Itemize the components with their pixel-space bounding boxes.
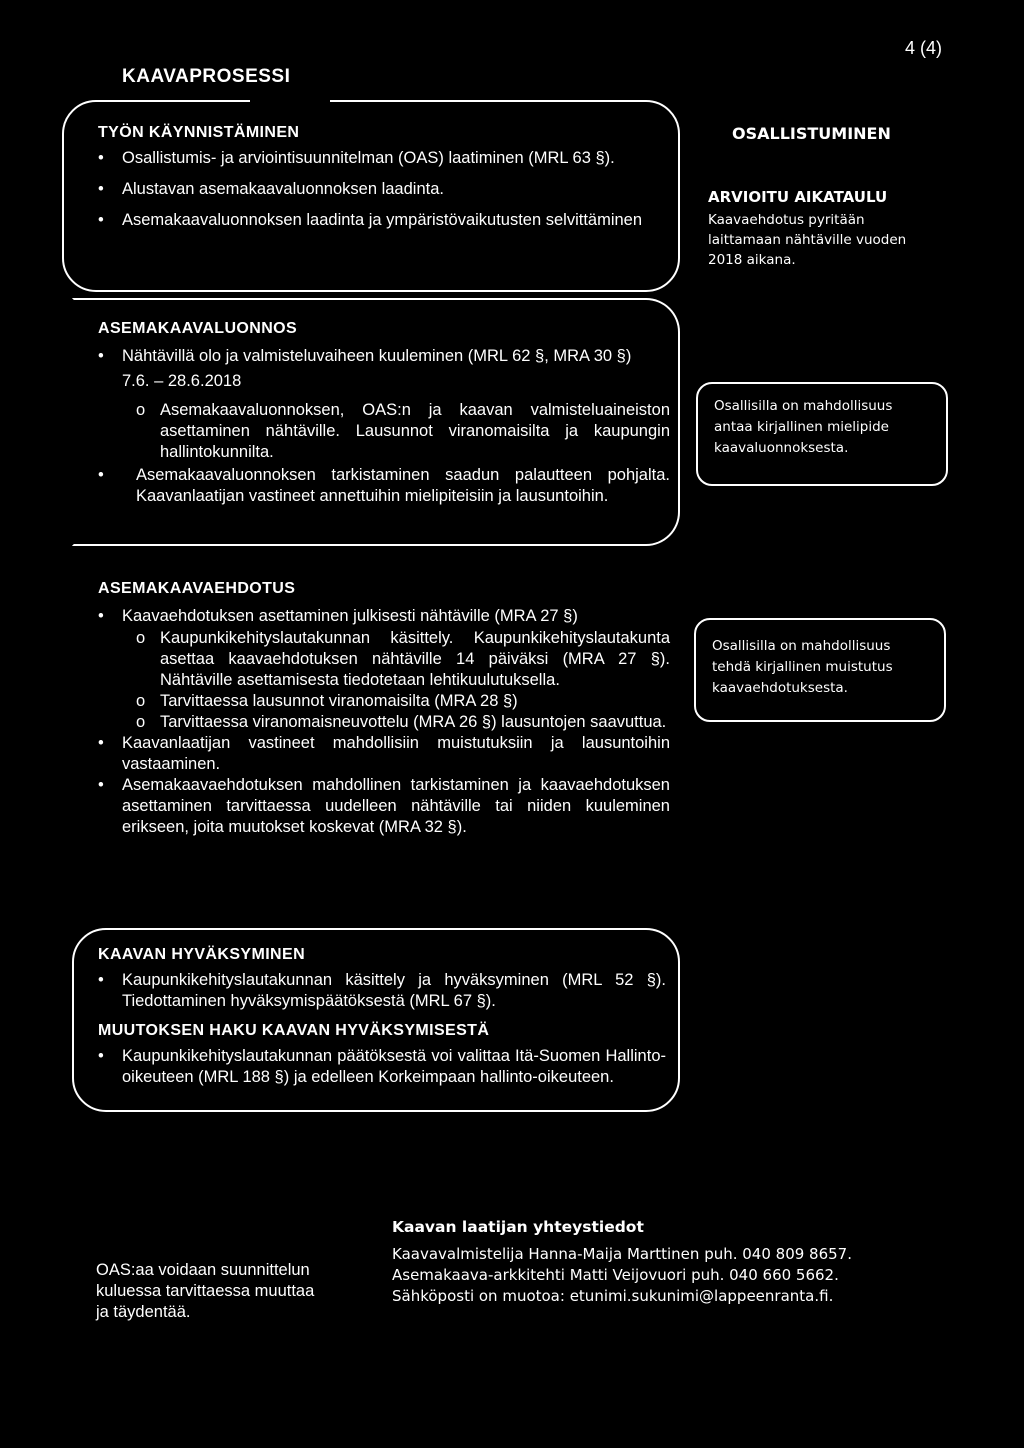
list-item: • Osallistumis- ja arviointisuunnitelman (OAS) laatiminen (MRL 63 §). (98, 148, 666, 169)
list-item: • Alustavan asemakaavaluonnoksen laadinta. (98, 179, 666, 200)
appeal-section-title: MUUTOKSEN HAKU KAAVAN HYVÄKSYMISESTÄ (98, 1022, 490, 1039)
draft-note-box (696, 382, 948, 486)
list-item: o Tarvittaessa viranomaisneuvottelu (MRA 26 §) lausuntojen saavuttua. (136, 712, 670, 733)
list-item: o Asemakaavaluonnoksen, OAS:n ja kaavan valmisteluaineiston asettaminen nähtäville. Lausunnot viranomaisilta ja kaupungin hallintokunnilta. (136, 400, 670, 463)
approval-section (98, 946, 666, 1088)
schedule-title: ARVIOITU AIKATAULU (708, 188, 888, 206)
list-item: • Asemakaavaluonnoksen tarkistaminen saadun palautteen pohjalta. Kaavanlaatijan vastineet annettuihin mielipiteisiin ja lausuntoihin. (98, 465, 670, 507)
participation-title: OSALLISTUMINEN (732, 124, 891, 143)
draft-section (98, 320, 670, 507)
contact-block (392, 1218, 952, 1307)
draft-section-title: ASEMAKAAVALUONNOS (98, 320, 298, 337)
approval-section-title: KAAVAN HYVÄKSYMINEN (98, 946, 306, 963)
draft-note-text: Osallisilla on mahdollisuus antaa kirjallinen mielipide kaavaluonnoksesta. (714, 398, 893, 456)
contact-title: Kaavan laatijan yhteystiedot (392, 1218, 644, 1236)
proposal-note-text: Osallisilla on mahdollisuus tehdä kirjallinen muistutus kaavaehdotuksesta. (712, 638, 893, 696)
contact-line: Kaavavalmistelija Hanna-Maija Marttinen puh. 040 809 8657. (392, 1245, 852, 1263)
schedule-text: Kaavaehdotus pyritään laittamaan nähtäville vuoden 2018 aikana. (708, 212, 907, 268)
page-number: 4 (4) (905, 38, 943, 58)
contact-email-line: Sähköposti on muotoa: etunimi.sukunimi@lappeenranta.fi. (392, 1287, 834, 1305)
list-item: • Asemakaavaluonnoksen laadinta ja ympäristövaikutusten selvittäminen (98, 210, 666, 231)
start-section-title: TYÖN KÄYNNISTÄMINEN (98, 124, 300, 141)
list-item: • Kaupunkikehityslautakunnan käsittely ja hyväksyminen (MRL 52 §). Tiedottaminen hyväksymispäätöksestä (MRL 67 §). (98, 970, 666, 1012)
contact-line: Asemakaava-arkkitehti Matti Veijovuori puh. 040 660 5662. (392, 1266, 839, 1284)
frame-gap (250, 96, 330, 104)
list-item: • Kaavaehdotuksen asettaminen julkisesti nähtäville (MRA 27 §) (98, 604, 670, 628)
list-item: • Kaavanlaatijan vastineet mahdollisiin muistutuksiin ja lausuntoihin vastaaminen. (98, 733, 670, 775)
proposal-section (98, 580, 670, 838)
document-title: KAAVAPROSESSI (122, 66, 291, 87)
list-item: o Kaupunkikehityslautakunnan käsittely. Kaupunkikehityslautakunta asettaa kaavaehdotuksen nähtäville 14 päiväksi (MRA 27 §). Nähtäville asettamisesta tiedotetaan lehtikuulutuksella. (136, 628, 670, 691)
start-section (98, 124, 666, 231)
list-item: o Tarvittaessa lausunnot viranomaisilta (MRA 28 §) (136, 691, 670, 712)
list-item: • Asemakaavaehdotuksen mahdollinen tarkistaminen ja kaavaehdotuksen asettaminen tarvittaessa uudelleen nähtäville tai niiden kuuleminen erikseen, joita muutokset koskevat (MRA 32 §). (98, 775, 670, 838)
proposal-note-box (694, 618, 946, 722)
list-item: • Kaupunkikehityslautakunnan päätöksestä voi valittaa Itä-Suomen Hallinto-oikeuteen (MRL 188 §) ja edelleen Korkeimpaan hallinto-oikeuteen. (98, 1046, 666, 1088)
oas-note: OAS:aa voidaan suunnittelun kuluessa tarvittaessa muuttaa ja täydentää. (96, 1261, 315, 1321)
list-item: • Nähtävillä olo ja valmisteluvaiheen kuuleminen (MRL 62 §, MRA 30 §) 7.6. – 28.6.2018 (98, 344, 670, 394)
proposal-section-title: ASEMAKAAVAEHDOTUS (98, 580, 296, 597)
